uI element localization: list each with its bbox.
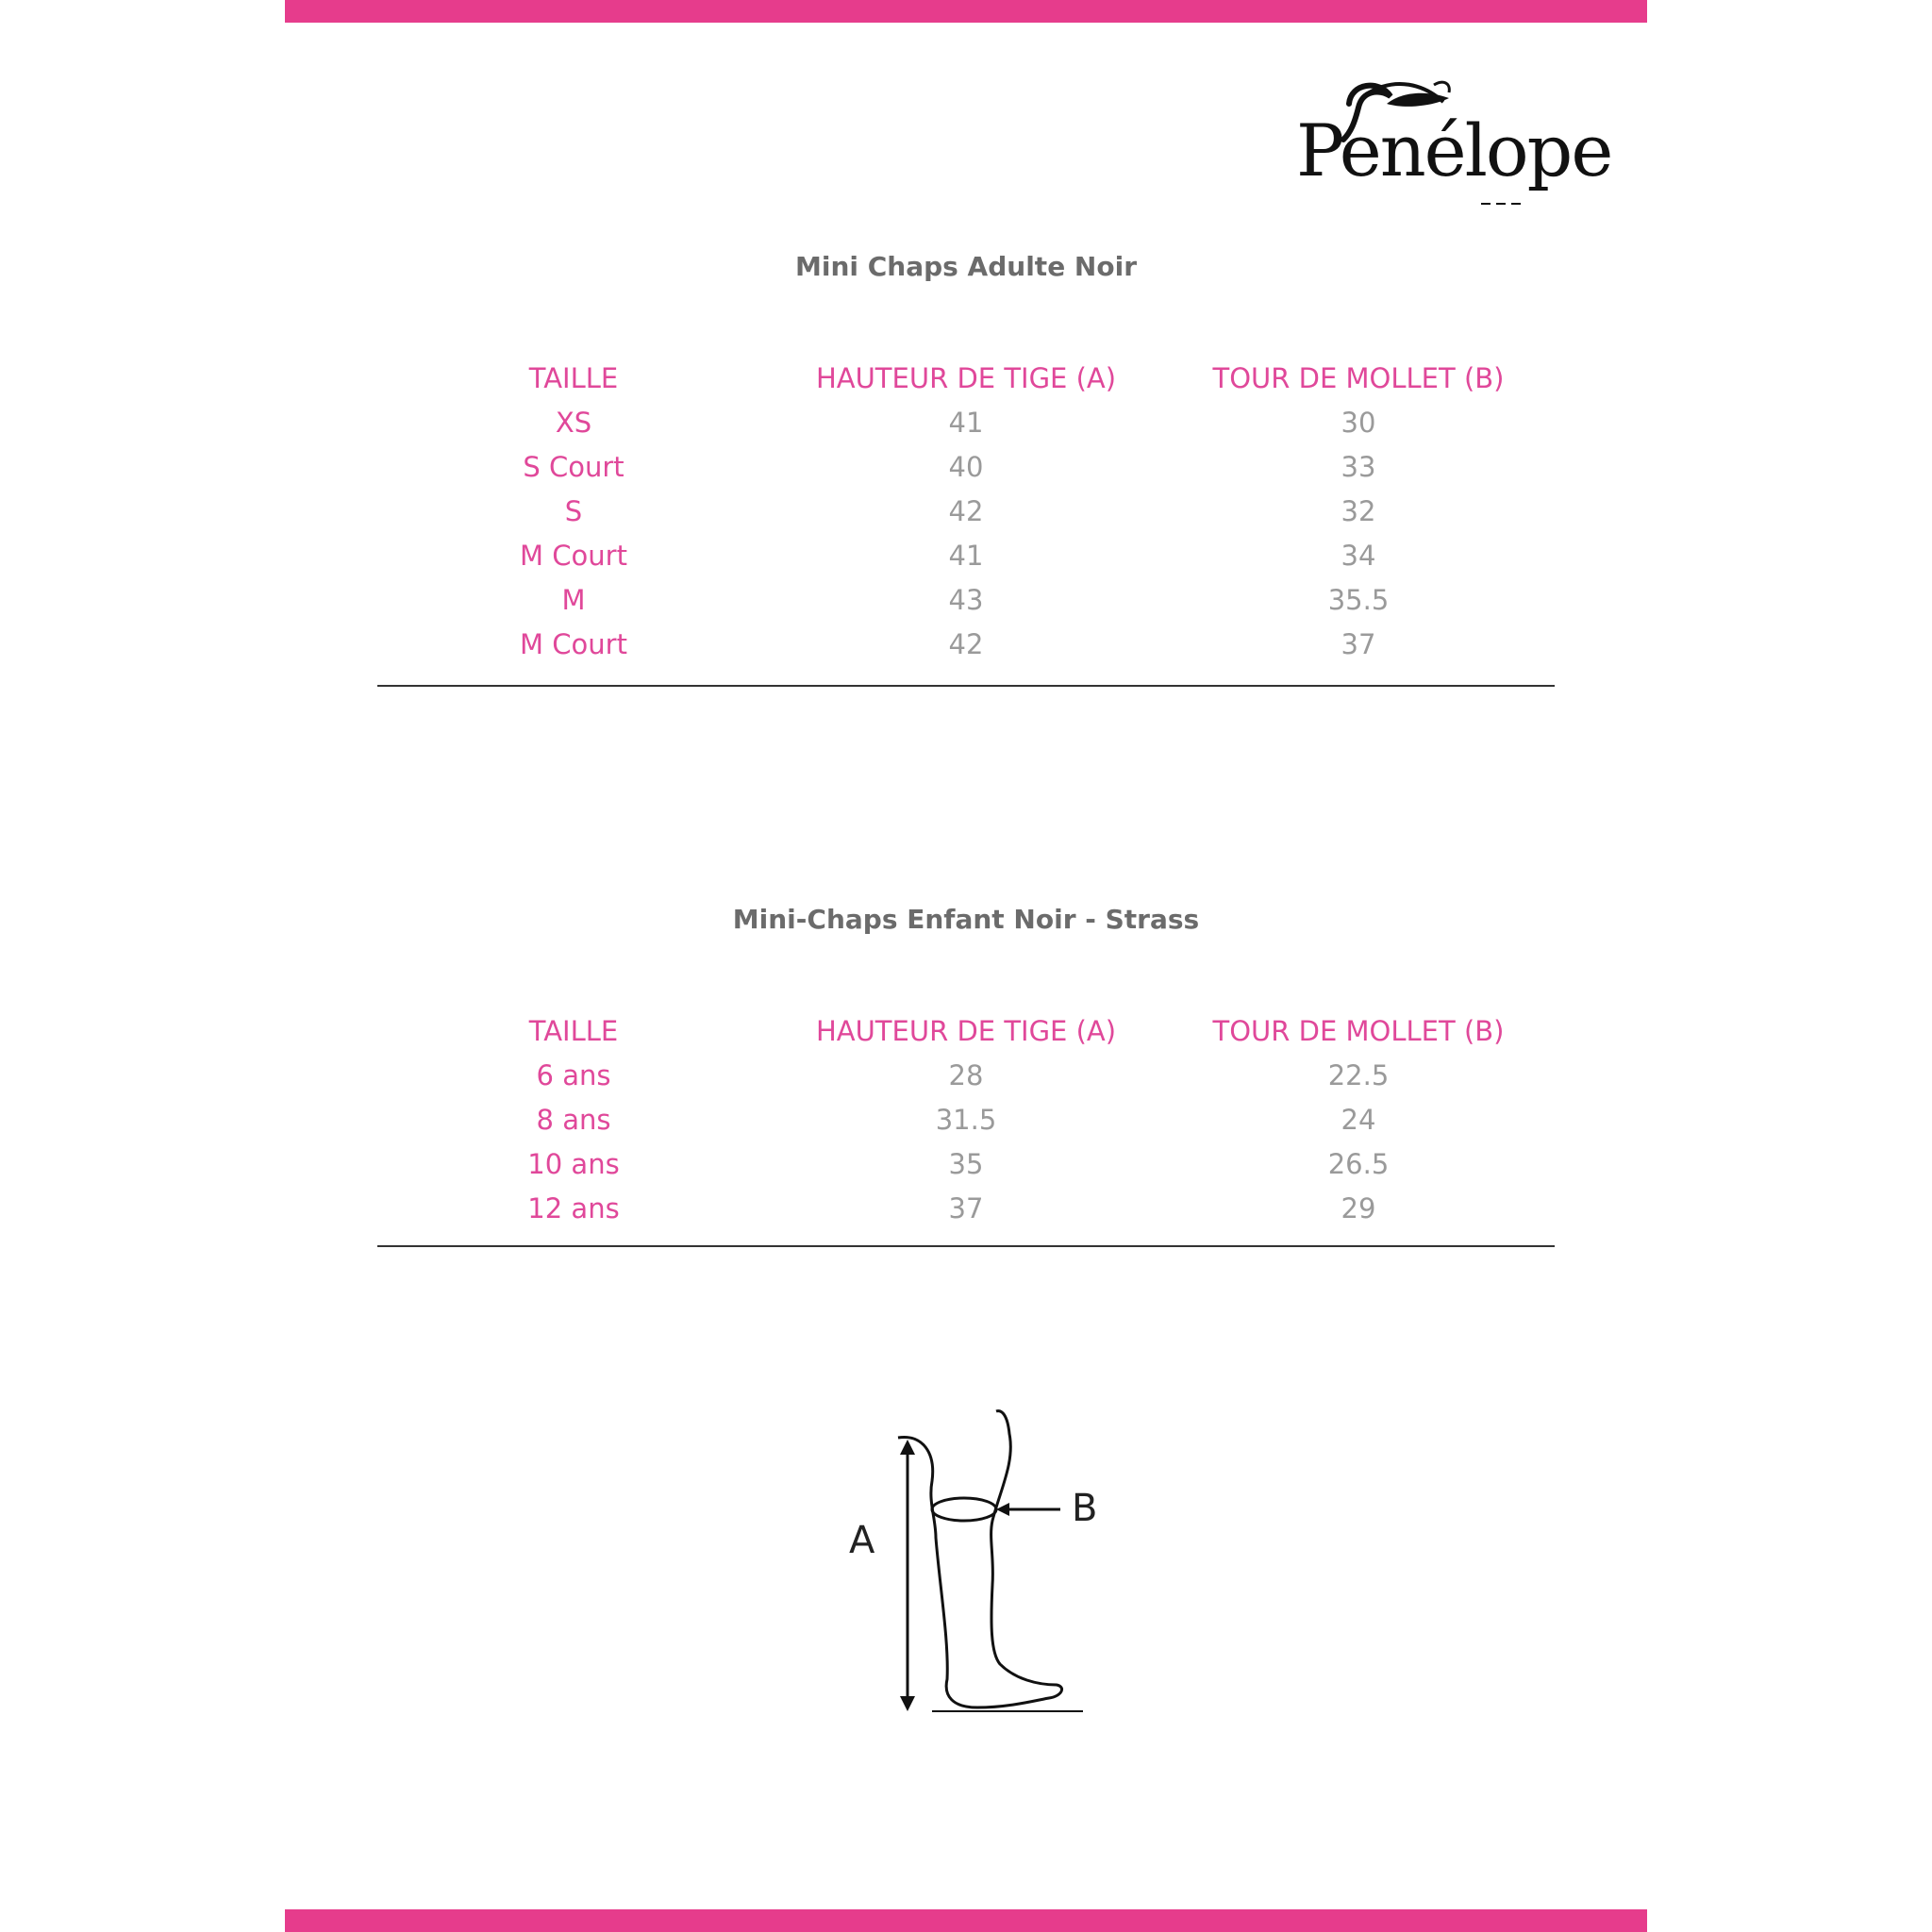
table-row	[377, 534, 1555, 578]
calf-cell: 35.5	[1327, 584, 1390, 616]
header-tour: TOUR DE MOLLET (B)	[1212, 1015, 1505, 1047]
table-row	[377, 623, 1555, 667]
header-taille: TAILLE	[528, 362, 619, 394]
table-row	[377, 1098, 1555, 1142]
child-size-table	[377, 1009, 1555, 1231]
height-cell: 43	[948, 584, 984, 616]
table-row	[377, 401, 1555, 445]
size-cell: 6 ans	[536, 1059, 611, 1091]
adult-size-table	[377, 357, 1555, 667]
table-row	[377, 445, 1555, 490]
size-cell: XS	[555, 407, 592, 439]
table-row	[377, 490, 1555, 534]
table-divider	[377, 1245, 1555, 1247]
size-cell: M Court	[520, 628, 627, 660]
height-cell: 41	[948, 407, 984, 439]
brand-logo	[1292, 75, 1612, 217]
leg-measurement-diagram	[830, 1396, 1113, 1717]
label-a: A	[849, 1519, 875, 1562]
table-row	[377, 1142, 1555, 1187]
height-cell: 42	[948, 495, 984, 527]
height-cell: 41	[948, 540, 984, 572]
table-header-row	[377, 1009, 1555, 1054]
size-cell: S Court	[523, 451, 625, 483]
header-tour: TOUR DE MOLLET (B)	[1212, 362, 1505, 394]
calf-cell: 24	[1341, 1104, 1376, 1136]
header-taille: TAILLE	[528, 1015, 619, 1047]
header-hauteur: HAUTEUR DE TIGE (A)	[815, 362, 1117, 394]
bottom-accent-bar	[285, 1909, 1647, 1932]
size-cell: 10 ans	[527, 1148, 620, 1180]
table-row	[377, 1054, 1555, 1098]
height-cell: 28	[948, 1059, 984, 1091]
calf-cell: 33	[1341, 451, 1376, 483]
calf-cell: 32	[1341, 495, 1376, 527]
height-cell: 35	[948, 1148, 984, 1180]
calf-cell: 30	[1341, 407, 1376, 439]
calf-cell: 34	[1341, 540, 1376, 572]
table-header-row	[377, 357, 1555, 401]
child-table-title: Mini-Chaps Enfant Noir - Strass	[732, 904, 1200, 935]
height-cell: 37	[948, 1192, 984, 1224]
size-cell: 12 ans	[527, 1192, 620, 1224]
size-cell: M	[561, 584, 586, 616]
adult-table-title: Mini Chaps Adulte Noir	[794, 251, 1138, 282]
calf-cell: 22.5	[1327, 1059, 1390, 1091]
size-cell: 8 ans	[536, 1104, 611, 1136]
calf-cell: 37	[1341, 628, 1376, 660]
label-b: B	[1072, 1487, 1098, 1530]
table-row	[377, 1187, 1555, 1231]
table-row	[377, 578, 1555, 623]
brand-logo-text: Penélope	[1296, 108, 1612, 192]
calf-cell: 26.5	[1327, 1148, 1390, 1180]
header-hauteur: HAUTEUR DE TIGE (A)	[815, 1015, 1117, 1047]
top-accent-bar	[285, 0, 1647, 23]
table-divider	[377, 685, 1555, 687]
calf-cell: 29	[1341, 1192, 1376, 1224]
height-cell: 31.5	[935, 1104, 997, 1136]
height-cell: 40	[948, 451, 984, 483]
size-cell: M Court	[520, 540, 627, 572]
height-cell: 42	[948, 628, 984, 660]
size-cell: S	[564, 495, 583, 527]
